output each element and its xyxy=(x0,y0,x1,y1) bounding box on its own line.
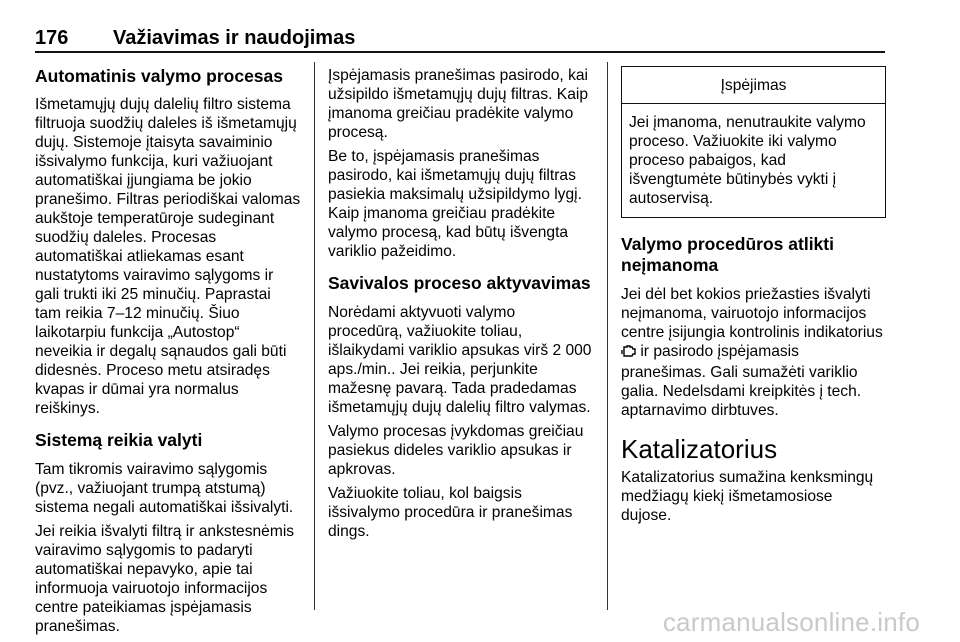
paragraph-cleaning-not-possible xyxy=(621,285,886,420)
section-heading-system-needs-cleaning: Sistemą reikia valyti xyxy=(35,430,203,450)
page-number: 176 xyxy=(35,27,69,49)
paragraph-continue-driving: Važiuokite toliau, kol baigsis išsivalymo procedūra ir pranešimas dings. xyxy=(328,485,573,540)
paragraph-activation-steps: Norėdami aktyvuoti valymo procedūrą, važiuokite toliau, išlaikydami variklio apsukas virš 2 000 aps./min.. Jei reikia, perjunkite mažesnę pavarą. Tada pradedamas išmetamųjų dujų dalelių filtro valymas. xyxy=(328,304,592,416)
column-divider-1 xyxy=(314,62,315,610)
section-heading-automatic-cleaning: Automatinis valymo procesas xyxy=(35,66,283,86)
chapter-title: Važiavimas ir naudojimas xyxy=(113,27,356,49)
column-left xyxy=(35,66,301,641)
page-header xyxy=(35,27,355,50)
section-heading-cleaning-not-possible: Valymo procedūros atlikti neįmanoma xyxy=(621,234,834,275)
warning-box xyxy=(621,66,886,218)
paragraph-warning-appears: Įspėjamasis pranešimas pasirodo, kai užsipildo išmetamųjų dujų filtras. Kaip įmanoma greičiau pradėkite valymo procesą. xyxy=(328,67,589,141)
paragraph-max-fill-level: Be to, įspėjamasis pranešimas pasirodo, kai išmetamųjų dujų filtras pasiekia maksimalų užsipildymo lygį. Kaip įmanoma greičiau pradėkite valymo procesą, kad būtų išvengta variklio pažeidimo. xyxy=(328,148,582,260)
section-heading-catalytic-converter: Katalizatorius xyxy=(621,434,778,464)
column-middle xyxy=(328,66,593,546)
header-rule xyxy=(35,51,885,53)
paragraph-text-after-icon: ir pasirodo įspėjamasis pranešimas. Gali sumažėti variklio galia. Nedelsdami kreipkitės į tech. aptarnavimo dirbtuves. xyxy=(621,343,862,419)
warning-text: Jei įmanoma, nenutraukite valymo proceso. Važiuokite iki valymo proceso pabaigos, kad išvengtumėte būtinybės vykti į autoservisą. xyxy=(629,114,866,207)
column-right xyxy=(621,66,886,530)
paragraph-automatic-cleaning: Išmetamųjų dujų dalelių filtro sistema filtruoja suodžių daleles iš išmetamųjų dujų. Sistemoje įtaisyta savaiminio išsivalymo funkcija, kuri važiuojant automatiškai įjungiama be jokio pranešimo. Filtras periodiškai valomas aukštoje temperatūroje sudeginant suodžių daleles. Procesas automatiškai atliekamas esant nustatytoms vairavimo sąlygoms ir gali trukti iki 25 minučių. Paprastai tam reikia 7–12 minučių. Šiuo laikotarpiu funkcija „Autostop“ neveikia ir degalų sąnaudos gali būti didesnės. Proceso metu atsiradęs kvapas ir dūmai yra normalus reiškinys. xyxy=(35,96,301,417)
paragraph-driving-conditions: Tam tikromis vairavimo sąlygomis (pvz., važiuojant trumpą atstumą) sistema negali automatiškai išsivalyti. xyxy=(35,461,294,516)
warning-title: Įspėjimas xyxy=(622,67,885,104)
paragraph-catalytic-converter: Katalizatorius sumažina kenksmingų medžiagų kiekį išmetamosiose dujose. xyxy=(621,469,874,524)
paragraph-text-before-icon: Jei dėl bet kokios priežasties išvalyti neįmanoma, vairuotojo informacijos centre įsijungia kontrolinis indikatorius xyxy=(621,286,883,341)
paragraph-faster-cleaning: Valymo procesas įvykdomas greičiau pasiekus dideles variklio apsukas ir apkrovas. xyxy=(328,423,584,478)
watermark: carmanualsonline.info xyxy=(662,607,920,637)
engine-service-warning-icon xyxy=(621,344,636,363)
column-divider-2 xyxy=(607,62,608,610)
section-heading-activation: Savivalos proceso aktyvavimas xyxy=(328,273,591,293)
paragraph-warning-message-info: Jei reikia išvalyti filtrą ir ankstesnėmis vairavimo sąlygomis to padaryti automatiškai nepavyko, apie tai informuoja vairuotojo informacijos centre pateikiamas įspėjamasis pranešimas. xyxy=(35,523,295,635)
